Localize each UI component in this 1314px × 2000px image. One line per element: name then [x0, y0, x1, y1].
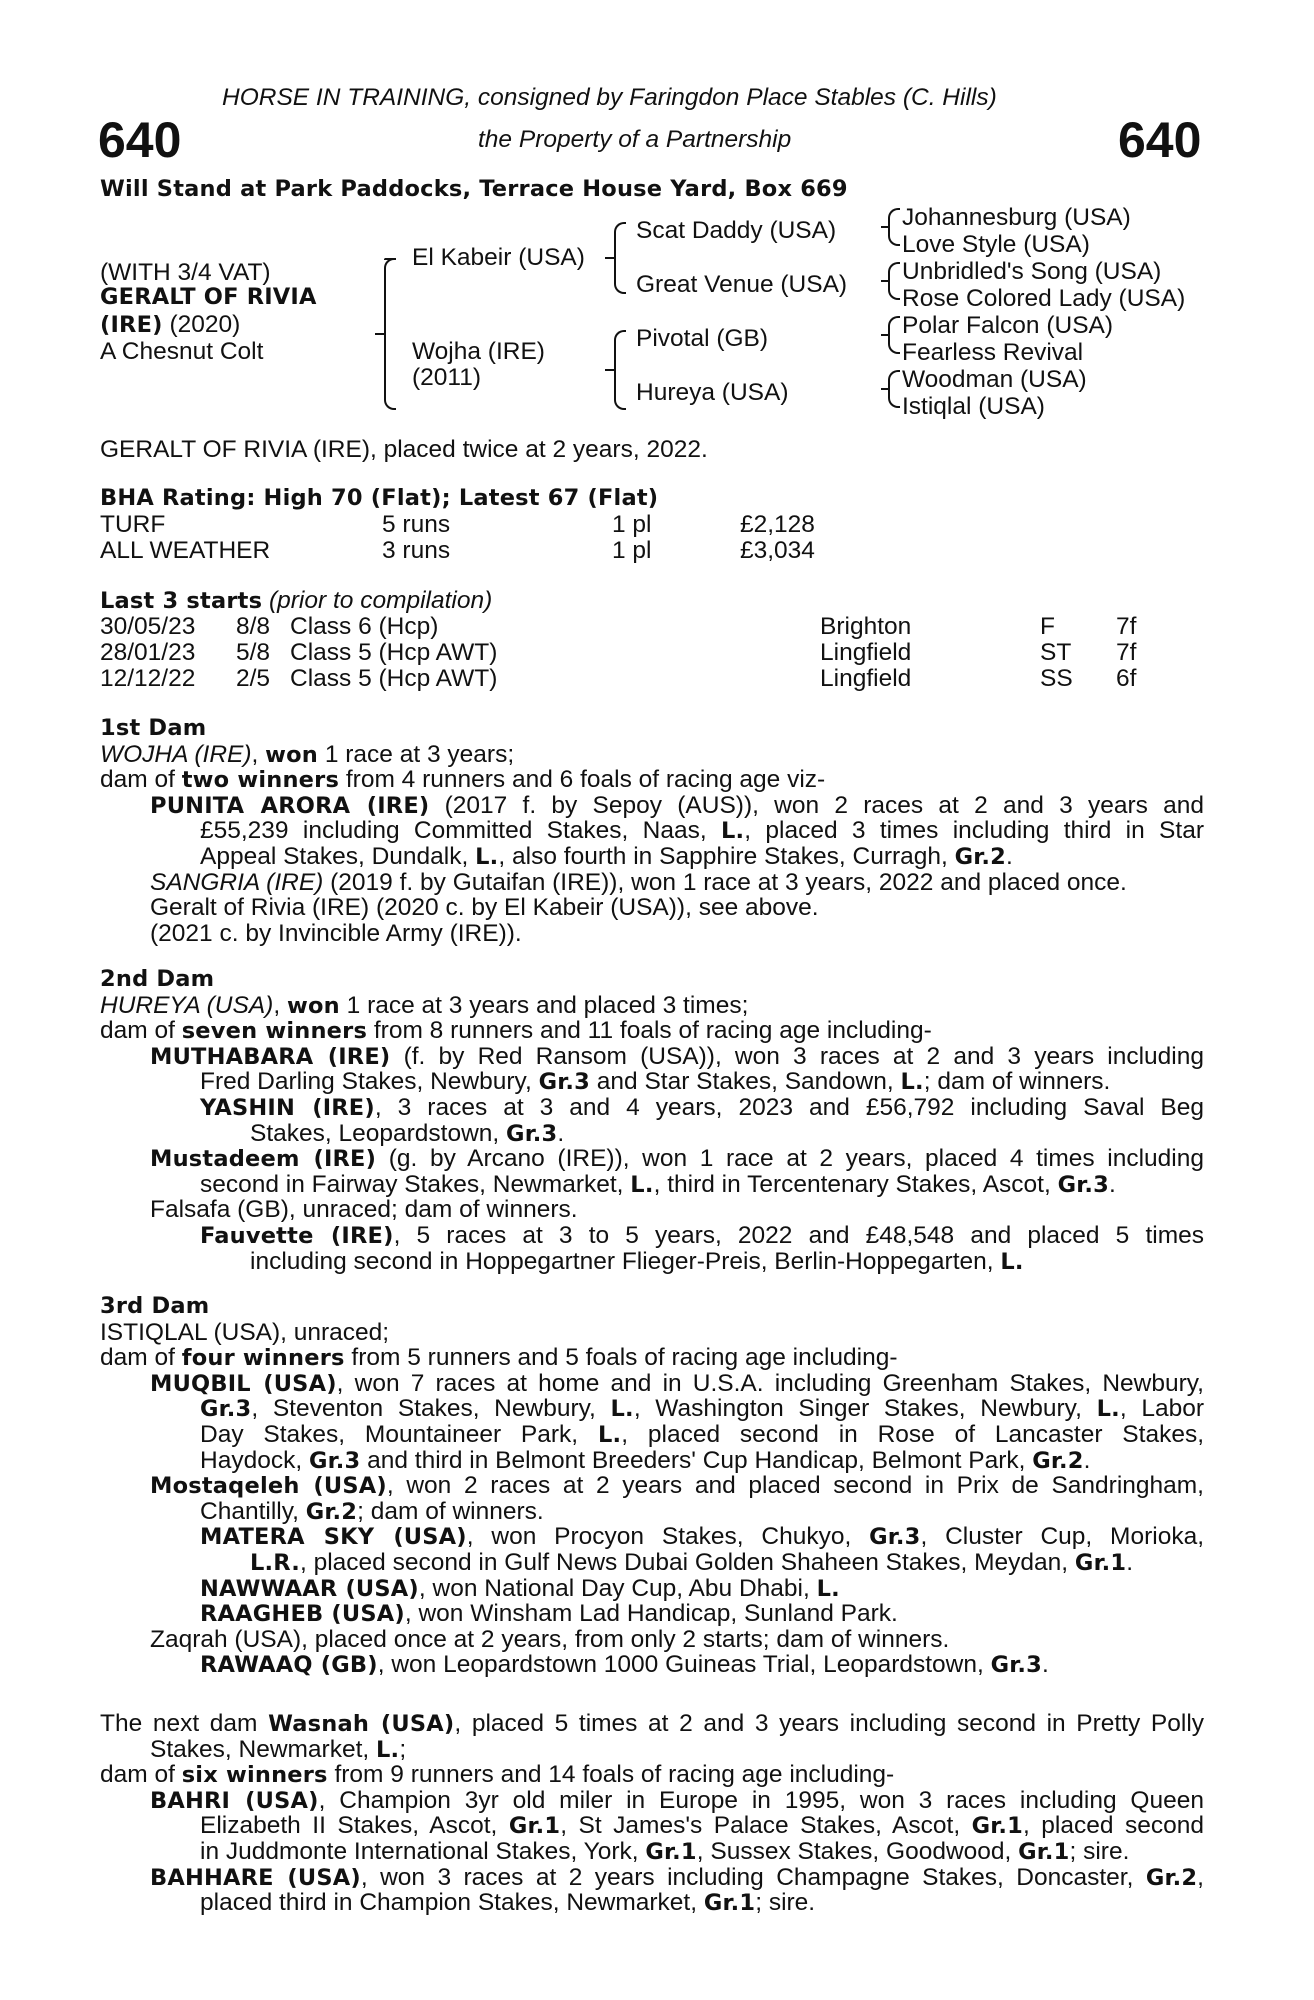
dam-line: dam of seven winners from 8 runners and 11 foals of racing age including-	[100, 1017, 932, 1045]
section-heading: 3rd Dam	[100, 1293, 210, 1319]
sire-dam: Great Venue (USA)	[636, 271, 848, 298]
next-dam-section	[100, 1711, 1204, 1916]
rating-title: BHA Rating: High 70 (Flat); Latest 67 (Flat)	[100, 485, 659, 511]
dam-line: dam of six winners from 9 runners and 14 foals of racing age including-	[100, 1761, 895, 1789]
produce-entry: BAHHARE (USA), won 3 races at 2 years including Champagne Stakes, Doncaster, Gr.2,	[150, 1863, 1204, 1891]
lot-number-right: 640	[1118, 112, 1202, 168]
vat-note: (WITH 3/4 VAT)	[100, 259, 271, 286]
horse-summary: GERALT OF RIVIA (IRE), placed twice at 2 years, 2022.	[100, 436, 708, 463]
dam: Wojha (IRE)	[412, 338, 545, 365]
produce-entry: SANGRIA (IRE) (2019 f. by Gutaifan (IRE)), won 1 race at 3 years, 2022 and placed once.	[150, 868, 1127, 896]
produce-entry: Mustadeem (IRE) (g. by Arcano (IRE)), won 1 race at 2 years, placed 4 times including	[150, 1145, 1204, 1173]
dam-line-cont: Stakes, Newmarket, L.;	[150, 1735, 407, 1763]
produce-entry: Falsafa (GB), unraced; dam of winners.	[150, 1196, 578, 1224]
starts-title: Last 3 starts (prior to compilation)	[100, 587, 493, 614]
gg-8: Istiqlal (USA)	[902, 393, 1045, 420]
produce-entry-cont: Chantilly, Gr.2; dam of winners.	[200, 1497, 544, 1525]
horse-name: GERALT OF RIVIA	[100, 284, 317, 310]
produce-entry-cont: including second in Hoppegartner Flieger-Preis, Berlin-Hoppegarten, L.	[250, 1247, 1024, 1275]
produce-entry-cont: Stakes, Leopardstown, Gr.3.	[250, 1119, 565, 1147]
produce-entry-cont: Haydock, Gr.3 and third in Belmont Breeders' Cup Handicap, Belmont Park, Gr.2.	[200, 1446, 1091, 1474]
property-line: the Property of a Partnership	[478, 126, 792, 153]
produce-entry: Zaqrah (USA), placed once at 2 years, from only 2 starts; dam of winners.	[150, 1625, 950, 1653]
produce-entry-cont: second in Fairway Stakes, Newmarket, L., third in Tercentenary Stakes, Ascot, Gr.3.	[200, 1170, 1116, 1198]
produce-entry-cont: Day Stakes, Mountaineer Park, L., placed second in Rose of Lancaster Stakes,	[200, 1420, 1205, 1448]
stand-location: Will Stand at Park Paddocks, Terrace House Yard, Box 669	[100, 176, 848, 202]
pedigree-brace-g3	[888, 316, 896, 354]
horse-description: A Chesnut Colt	[100, 338, 264, 365]
dam-line: dam of two winners from 4 runners and 6 foals of racing age viz-	[100, 766, 826, 794]
produce-entry: Mostaqeleh (USA), won 2 races at 2 years and placed second in Prix de Sandringham,	[150, 1472, 1204, 1500]
pedigree-brace-g2	[888, 262, 896, 300]
produce-entry-cont: Gr.3, Steventon Stakes, Newbury, L., Washington Singer Stakes, Newbury, L., Labor	[200, 1395, 1205, 1423]
pedigree-brace-g1	[888, 208, 896, 246]
produce-entry: MUQBIL (USA), won 7 races at home and in U.S.A. including Greenham Stakes, Newbury,	[150, 1369, 1204, 1397]
third-dam-section	[100, 1294, 1204, 1678]
dam-dam: Hureya (USA)	[636, 379, 789, 406]
produce-entry: Geralt of Rivia (IRE) (2020 c. by El Kabeir (USA)), see above.	[150, 894, 819, 922]
gg-7: Woodman (USA)	[902, 366, 1087, 393]
gg-1: Johannesburg (USA)	[902, 204, 1131, 231]
produce-entry: NAWWAAR (USA), won National Day Cup, Abu Dhabi, L.	[200, 1574, 840, 1602]
produce-entry-cont: L.R., placed second in Gulf News Dubai Golden Shaheen Stakes, Meydan, Gr.1.	[250, 1548, 1134, 1576]
produce-entry: PUNITA ARORA (IRE) (2017 f. by Sepoy (AUS)), won 2 races at 2 and 3 years and	[150, 791, 1204, 819]
gg-4: Rose Colored Lady (USA)	[902, 285, 1186, 312]
produce-entry-cont: Elizabeth II Stakes, Ascot, Gr.1, St James's Palace Stakes, Ascot, Gr.1, placed second	[200, 1812, 1204, 1840]
produce-entry-cont: Fred Darling Stakes, Newbury, Gr.3 and Star Stakes, Sandown, L.; dam of winners.	[200, 1068, 1111, 1096]
pedigree-brace-g4	[888, 370, 896, 408]
produce-entry: Fauvette (IRE), 5 races at 3 to 5 years, 2022 and £48,548 and placed 5 times	[200, 1221, 1204, 1249]
dam-line: WOJHA (IRE), won 1 race at 3 years;	[100, 740, 515, 768]
dam-line: HUREYA (USA), won 1 race at 3 years and placed 3 times;	[100, 991, 749, 1019]
pedigree-brace-sire	[614, 222, 624, 294]
section-heading: 1st Dam	[100, 715, 207, 741]
horse-origin-year: (IRE) (2020)	[100, 311, 241, 338]
dam-line: The next dam Wasnah (USA), placed 5 times at 2 and 3 years including second in Pretty Polly	[100, 1710, 1205, 1737]
dam-line: dam of four winners from 5 runners and 5 foals of racing age including-	[100, 1344, 898, 1372]
produce-entry: (2021 c. by Invincible Army (IRE)).	[150, 919, 522, 947]
sire-sire: Scat Daddy (USA)	[636, 217, 837, 244]
produce-entry: RAAGHEB (USA), won Winsham Lad Handicap, Sunland Park.	[200, 1600, 898, 1628]
dam-year: (2011)	[412, 364, 482, 391]
produce-entry-cont: Appeal Stakes, Dundalk, L., also fourth in Sapphire Stakes, Curragh, Gr.2.	[200, 842, 1013, 870]
dam-sire: Pivotal (GB)	[636, 325, 769, 352]
pedigree-brace-main	[384, 258, 394, 410]
gg-3: Unbridled's Song (USA)	[902, 258, 1162, 285]
dam-line: ISTIQLAL (USA), unraced;	[100, 1318, 390, 1346]
gg-5: Polar Falcon (USA)	[902, 312, 1114, 339]
lot-number-left: 640	[98, 112, 182, 168]
gg-2: Love Style (USA)	[902, 231, 1090, 258]
second-dam-section	[100, 967, 1204, 1274]
produce-entry: RAWAAQ (GB), won Leopardstown 1000 Guineas Trial, Leopardstown, Gr.3.	[200, 1651, 1049, 1679]
section-heading: 2nd Dam	[100, 966, 215, 992]
consignor-line: HORSE IN TRAINING, consigned by Faringdon Place Stables (C. Hills)	[222, 84, 997, 111]
pedigree-brace-dam	[614, 330, 624, 410]
produce-entry-cont: in Juddmonte International Stakes, York, Gr.1, Sussex Stakes, Goodwood, Gr.1; sire.	[200, 1837, 1130, 1865]
produce-entry-cont: £55,239 including Committed Stakes, Naas, L., placed 3 times including third in Star	[200, 817, 1204, 845]
produce-entry-cont: placed third in Champion Stakes, Newmarket, Gr.1; sire.	[200, 1889, 816, 1917]
produce-entry: YASHIN (IRE), 3 races at 3 and 4 years, 2023 and £56,792 including Saval Beg	[200, 1093, 1204, 1121]
produce-entry: MUTHABARA (IRE) (f. by Red Ransom (USA)), won 3 races at 2 and 3 years including	[150, 1042, 1204, 1070]
produce-entry: BAHRI (USA), Champion 3yr old miler in Europe in 1995, won 3 races including Queen	[150, 1786, 1204, 1814]
first-dam-section	[100, 716, 1204, 946]
gg-6: Fearless Revival	[902, 339, 1084, 366]
produce-entry: MATERA SKY (USA), won Procyon Stakes, Chukyo, Gr.3, Cluster Cup, Morioka,	[200, 1523, 1205, 1551]
sire: El Kabeir (USA)	[412, 244, 585, 271]
